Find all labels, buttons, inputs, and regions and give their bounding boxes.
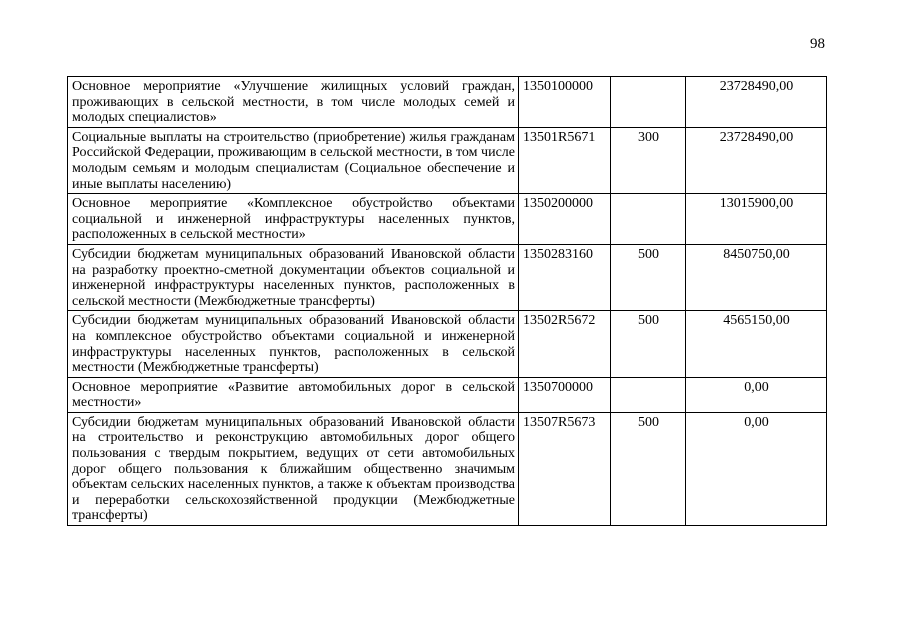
table-row (68, 311, 827, 377)
row-code: 1350283160 (519, 244, 611, 310)
table-row (68, 194, 827, 245)
row-code: 1350100000 (519, 77, 611, 128)
table-row (68, 244, 827, 310)
row-code: 13507R5673 (519, 412, 611, 525)
table-row (68, 127, 827, 193)
row-amount: 0,00 (686, 412, 827, 525)
table-row (68, 412, 827, 525)
row-description: Субсидии бюджетам муниципальных образований Ивановской области на разработку проектно-сметной документации объектов социальной и инженерной инфраструктуры населенных пунктов, расположенных в сельской местности (Межбюджетные трансферты) (68, 244, 519, 310)
row-description: Основное мероприятие «Улучшение жилищных условий граждан, проживающих в сельской местности, в том числе молодых семей и молодых специалистов» (68, 77, 519, 128)
row-expense-type: 500 (611, 311, 686, 377)
row-code: 1350700000 (519, 377, 611, 412)
row-code: 13501R5671 (519, 127, 611, 193)
row-description: Социальные выплаты на строительство (приобретение) жилья гражданам Российской Федерации, проживающим в сельской местности, в том числе молодым семьям и молодым специалистам (Социальное обеспечение и иные выплаты населению) (68, 127, 519, 193)
row-code: 1350200000 (519, 194, 611, 245)
page-number: 98 (810, 36, 825, 52)
row-code: 13502R5672 (519, 311, 611, 377)
row-amount: 0,00 (686, 377, 827, 412)
row-amount: 8450750,00 (686, 244, 827, 310)
row-expense-type: 300 (611, 127, 686, 193)
row-expense-type: 500 (611, 244, 686, 310)
row-expense-type (611, 377, 686, 412)
row-description: Основное мероприятие «Комплексное обустройство объектами социальной и инженерной инфраструктуры населенных пунктов, расположенных в сельской местности» (68, 194, 519, 245)
table-row (68, 77, 827, 128)
row-amount: 13015900,00 (686, 194, 827, 245)
row-amount: 23728490,00 (686, 127, 827, 193)
row-expense-type (611, 194, 686, 245)
budget-table (67, 76, 827, 526)
row-amount: 4565150,00 (686, 311, 827, 377)
row-description: Основное мероприятие «Развитие автомобильных дорог в сельской местности» (68, 377, 519, 412)
row-description: Субсидии бюджетам муниципальных образований Ивановской области на комплексное обустройство объектами социальной и инженерной инфраструктуры населенных пунктов, расположенных в сельской местности (Межбюджетные трансферты) (68, 311, 519, 377)
row-expense-type (611, 77, 686, 128)
table-row (68, 377, 827, 412)
row-expense-type: 500 (611, 412, 686, 525)
row-amount: 23728490,00 (686, 77, 827, 128)
row-description: Субсидии бюджетам муниципальных образований Ивановской области на строительство и реконструкцию автомобильных дорог общего пользования с твердым покрытием, ведущих от сети автомобильных дорог общего пользования к ближайшим общественно значимым объектам сельских населенных пунктов, а также к объектам производства и переработки сельскохозяйственной продукции (Межбюджетные трансферты) (68, 412, 519, 525)
